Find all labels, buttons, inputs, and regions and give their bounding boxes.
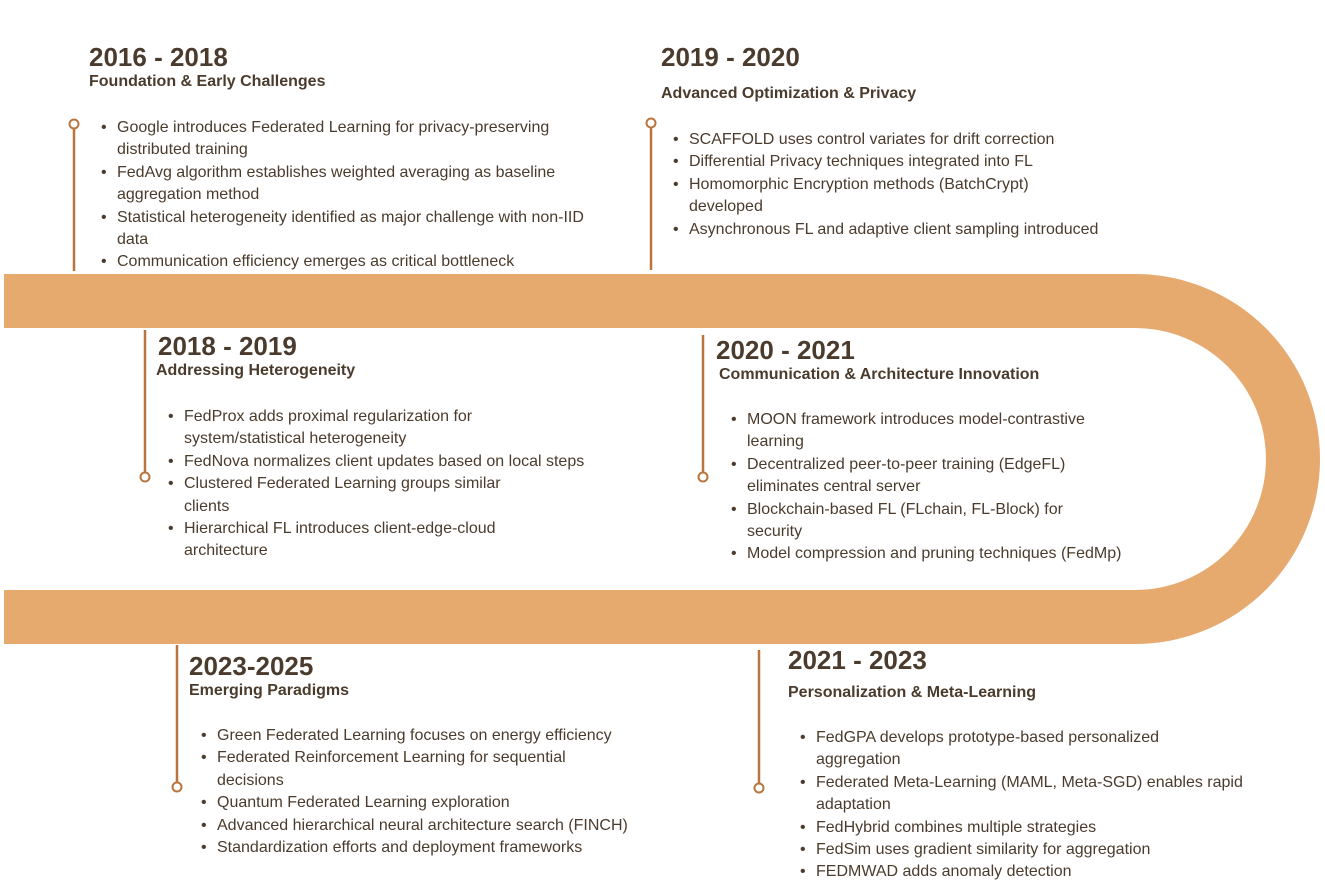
period-2019-2020 — [661, 42, 1181, 241]
list-item: • Green Federated Learning focuses on energy efficiency — [209, 725, 669, 747]
marker-2016-2018 — [66, 116, 84, 281]
timeline-top-bar — [4, 274, 1137, 328]
period-items — [716, 409, 1129, 566]
marker-2021-2023 — [751, 650, 769, 815]
period-title: Advanced Optimization & Privacy — [661, 85, 917, 102]
period-years: 2020 - 2021 — [716, 335, 855, 365]
period-2023-2025 — [189, 651, 669, 859]
period-2016-2018 — [89, 42, 609, 274]
timeline-bottom-bar — [4, 590, 1137, 644]
list-item: • FedGPA develops prototype-based personalized aggregation — [808, 727, 1196, 772]
period-title: Foundation & Early Challenges — [89, 73, 326, 90]
period-items — [89, 117, 599, 274]
list-item: • FedSim uses gradient similarity for aggregation — [808, 839, 1278, 861]
period-years: 2016 - 2018 — [89, 42, 228, 72]
period-2021-2023 — [788, 645, 1288, 884]
list-item: • Federated Meta-Learning (MAML, Meta-SGD) enables rapid adaptation — [808, 772, 1278, 817]
list-item: • FedHybrid combines multiple strategies — [808, 817, 1278, 839]
period-items — [788, 727, 1278, 884]
list-item: • Advanced hierarchical neural architecture search (FINCH) — [209, 815, 669, 837]
list-item: • Federated Reinforcement Learning for sequential decisions — [209, 747, 607, 792]
period-items — [156, 406, 586, 563]
timeline-curve — [1135, 274, 1320, 644]
list-item: • Homomorphic Encryption methods (BatchCrypt) developed — [681, 174, 1069, 219]
list-item: • Hierarchical FL introduces client-edge-cloud architecture — [176, 518, 544, 563]
list-item: • Model compression and pruning techniques (FedMp) — [739, 543, 1129, 565]
list-item: • Clustered Federated Learning groups similar clients — [176, 473, 534, 518]
list-item: • Statistical heterogeneity identified as major challenge with non-IID data — [109, 207, 599, 252]
list-item: • FedNova normalizes client updates based on local steps — [176, 451, 586, 473]
period-years: 2023-2025 — [189, 651, 314, 681]
list-item: • Google introduces Federated Learning for privacy-preserving distributed training — [109, 117, 599, 162]
period-items — [661, 129, 1171, 241]
period-2020-2021 — [716, 335, 1136, 566]
period-title: Emerging Paradigms — [189, 682, 350, 699]
marker-2023-2025 — [169, 645, 187, 810]
list-item: • FedProx adds proximal regularization for system/statistical heterogeneity — [176, 406, 504, 451]
list-item: • Communication efficiency emerges as critical bottleneck — [109, 251, 599, 273]
list-item: • MOON framework introduces model-contrastive learning — [739, 409, 1129, 454]
list-item: • Quantum Federated Learning exploration — [209, 792, 669, 814]
list-item: • SCAFFOLD uses control variates for drift correction — [681, 129, 1171, 151]
marker-2020-2021 — [695, 335, 713, 500]
list-item: • Differential Privacy techniques integrated into FL — [681, 151, 1171, 173]
list-item: • Decentralized peer-to-peer training (EdgeFL) eliminates central server — [739, 454, 1129, 499]
period-title: Communication & Architecture Innovation — [719, 366, 1040, 383]
period-years: 2018 - 2019 — [158, 331, 297, 361]
list-item: • Asynchronous FL and adaptive client sampling introduced — [681, 219, 1171, 241]
list-item: • FEDMWAD adds anomaly detection — [808, 861, 1278, 883]
period-2018-2019 — [156, 331, 586, 563]
period-title: Addressing Heterogeneity — [156, 362, 356, 379]
period-years: 2019 - 2020 — [661, 42, 800, 72]
period-items — [189, 725, 669, 859]
list-item: • FedAvg algorithm establishes weighted averaging as baseline aggregation method — [109, 162, 599, 207]
period-years: 2021 - 2023 — [788, 645, 927, 675]
list-item: • Standardization efforts and deployment frameworks — [209, 837, 669, 859]
marker-2018-2019 — [137, 330, 155, 495]
period-title: Personalization & Meta-Learning — [788, 684, 1037, 701]
marker-2019-2020 — [643, 115, 661, 280]
list-item: • Blockchain-based FL (FLchain, FL-Block) for security — [739, 499, 1097, 544]
